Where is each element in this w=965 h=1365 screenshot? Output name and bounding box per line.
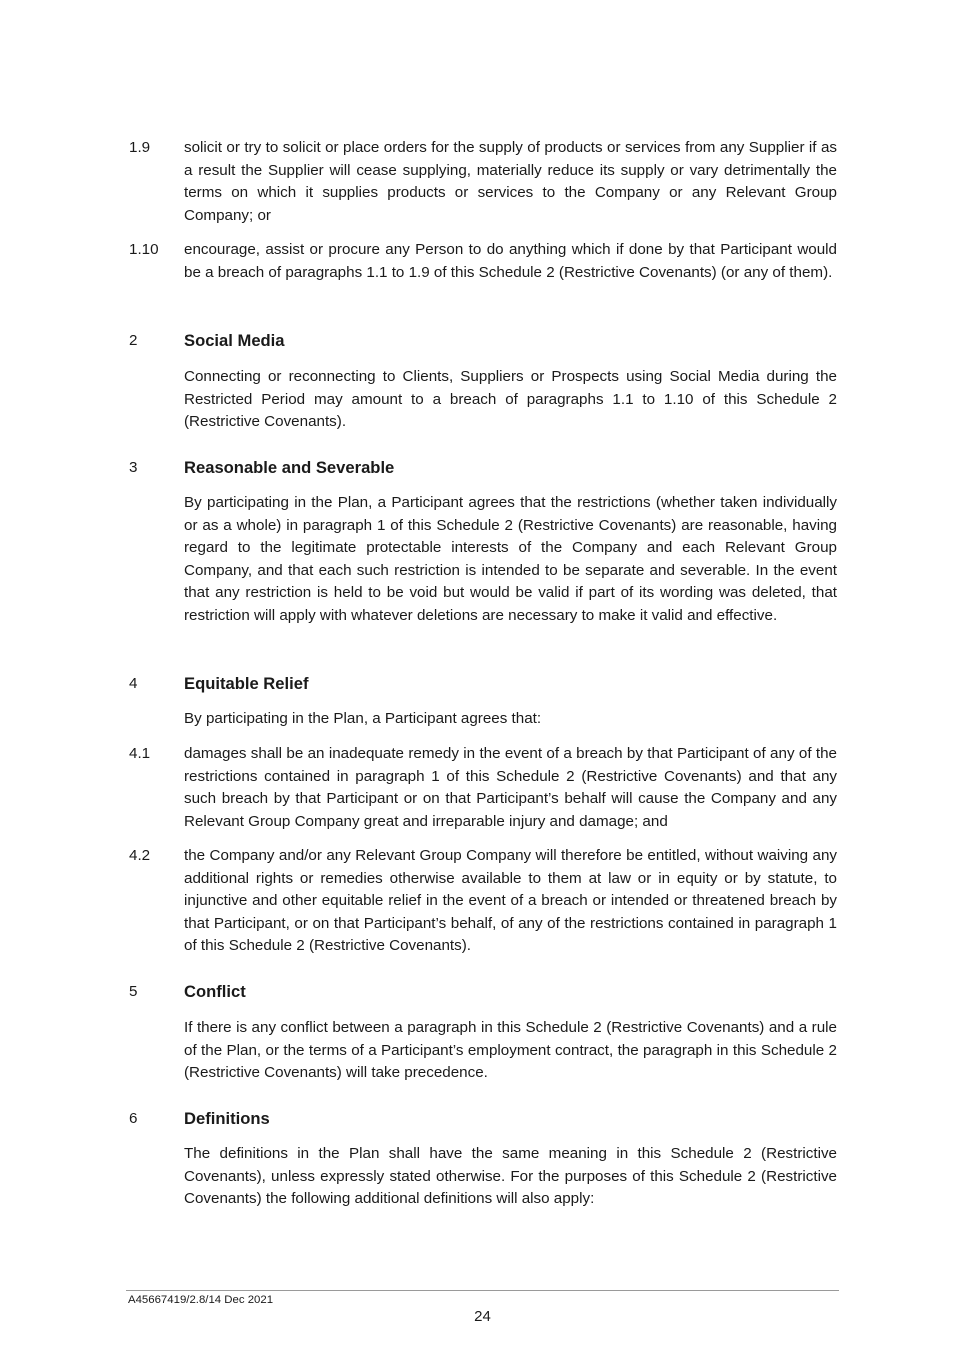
section-number: 6 — [129, 1110, 138, 1127]
clause-4-2 — [129, 845, 837, 958]
section-3-body — [129, 492, 837, 628]
clause-number: 1.9 — [129, 139, 151, 156]
clause-number: 1.10 — [129, 241, 159, 258]
section-number: 2 — [129, 332, 138, 349]
paragraph: If there is any conflict between a paragraph in this Schedule 2 (Restrictive Covenants) and a rule of the Plan, or the terms of a Participant’s employment contract, the paragraph in this Schedule 2 (Restrictive Covenants) will take precedence. — [184, 1019, 837, 1082]
section-title: Reasonable and Severable — [184, 458, 395, 477]
section-4-heading — [129, 673, 837, 696]
paragraph: The definitions in the Plan shall have the same meaning in this Schedule 2 (Restrictive Covenants), unless expressly stated otherwise. For the purposes of this Schedule 2 (Restrictive Covenants) the following additional definitions will also apply: — [184, 1145, 837, 1208]
section-title: Social Media — [184, 331, 285, 350]
clause-4-1 — [129, 743, 837, 833]
section-2-body — [129, 366, 837, 434]
section-number: 3 — [129, 459, 138, 476]
section-number: 5 — [129, 983, 138, 1000]
clause-text: damages shall be an inadequate remedy in the event of a breach by that Participant of any of the restrictions contained in paragraph 1 of this Schedule 2 (Restrictive Covenants) and that any such breach by that Participant or on that Participant’s behalf will cause the Company and any Relevant Group Company great and irreparable injury and damage; and — [184, 745, 837, 830]
paragraph: By participating in the Plan, a Participant agrees that the restrictions (whether taken individually or as a whole) in paragraph 1 of this Schedule 2 (Restrictive Covenants) are reasonable, having regard to the legitimate protectable interests of the Company and each Relevant Group Company, and that each such restriction is intended to be separate and severable. In the event that any restriction is held to be void but would be valid if part of its wording was deleted, that restriction will apply with whatever deletions are necessary to make it valid and effective. — [184, 494, 837, 624]
section-title: Definitions — [184, 1109, 270, 1128]
section-5-heading — [129, 981, 837, 1004]
document-reference: A45667419/2.8/14 Dec 2021 — [128, 1294, 274, 1306]
section-2-heading — [129, 330, 837, 353]
clause-number: 4.1 — [129, 745, 151, 762]
footer-divider — [126, 1290, 839, 1291]
section-title: Conflict — [184, 982, 246, 1001]
section-6-body — [129, 1143, 837, 1211]
clause-number: 4.2 — [129, 847, 151, 864]
clause-text: encourage, assist or procure any Person to do anything which if done by that Participant would be a breach of paragraphs 1.1 to 1.9 of this Schedule 2 (Restrictive Covenants) (or any of them). — [184, 241, 837, 281]
section-6-heading — [129, 1108, 837, 1131]
paragraph: By participating in the Plan, a Participant agrees that: — [184, 710, 542, 727]
section-3-heading — [129, 457, 837, 480]
section-title: Equitable Relief — [184, 674, 309, 693]
clause-1-9 — [129, 137, 837, 227]
section-5-body — [129, 1017, 837, 1085]
clause-text: the Company and/or any Relevant Group Company will therefore be entitled, without waiving any additional rights or remedies otherwise available to them at law or in equity or by statute, to injunctive and other equitable relief in the event of a breach or intended or threatened breach by that Participant, or on that Participant’s behalf, of any of the restrictions contained in paragraph 1 of this Schedule 2 (Restrictive Covenants). — [184, 847, 837, 955]
section-4-intro — [129, 708, 837, 731]
clause-1-10 — [129, 239, 837, 284]
section-number: 4 — [129, 675, 138, 692]
paragraph: Connecting or reconnecting to Clients, Suppliers or Prospects using Social Media during the Restricted Period may amount to a breach of paragraphs 1.1 to 1.10 of this Schedule 2 (Restrictive Covenants). — [184, 368, 837, 431]
clause-text: solicit or try to solicit or place orders for the supply of products or services from any Supplier if as a result the Supplier will cease supplying, materially reduce its supply or vary detrimentally the terms on which it supplies products or services to the Company or any Relevant Group Company; or — [184, 139, 837, 224]
page-number: 24 — [474, 1308, 491, 1325]
